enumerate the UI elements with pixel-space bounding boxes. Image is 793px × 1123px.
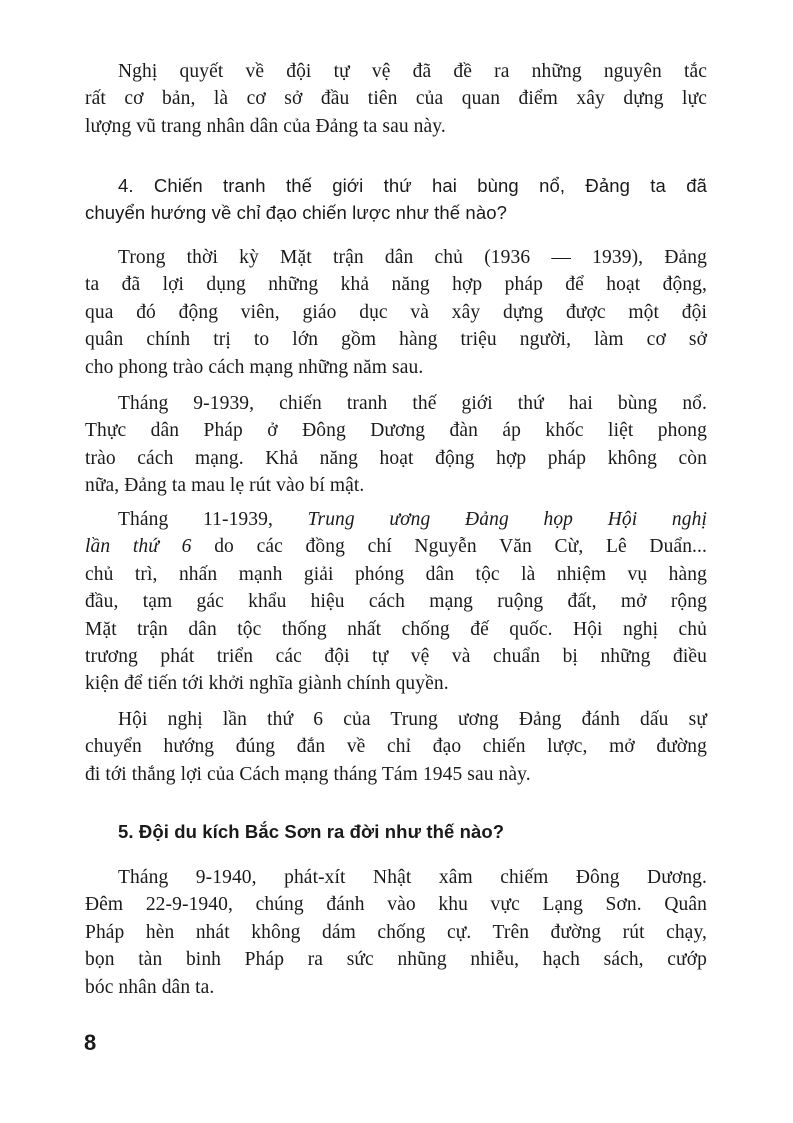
text-line: cho phong trào cách mạng những năm sau. [85,356,424,378]
text-line: Tháng 9-1939, chiến tranh thế giới thứ hai bùng nổ. [118,393,707,414]
italic-text: lần thứ 6 [85,536,192,558]
text-line: Nghị quyết về đội tự vệ đã đề ra những nguyên tắc [118,61,707,82]
page-number: 8 [84,1030,97,1055]
text-line: 5. Đội du kích Bắc Sơn ra đời như thế nào? [118,821,505,842]
text-line: lượng vũ trang nhân dân của Đảng ta sau này. [85,115,446,137]
text-line: 4. Chiến tranh thế giới thứ hai bùng nổ, Đảng ta đã [118,175,707,196]
text-line: Trong thời kỳ Mặt trận dân chủ (1936 — 1939), Đảng [118,247,707,268]
text-line: trào cách mạng. Khả năng hoạt động hợp pháp không còn [85,447,707,469]
text-line: bóc nhân dân ta. [85,976,215,998]
text-line: nữa, Đảng ta mau lẹ rút vào bí mật. [85,475,365,497]
text-line: đi tới thắng lợi của Cách mạng tháng Tám 1945 sau này. [85,763,531,785]
text-line: trương phát triển các đội tự vệ và chuẩn bị những điều [85,646,707,667]
text-line: chuyển hướng đúng đắn về chỉ đạo chiến lược, mở đường [85,736,707,758]
text-line: kiện để tiến tới khởi nghĩa giành chính quyền. [85,673,449,695]
text-line: bọn tàn binh Pháp ra sức nhũng nhiễu, hạch sách, cướp [85,949,707,971]
text-line: Thực dân Pháp ở Đông Dương đàn áp khốc liệt phong [85,420,707,442]
text-line: đầu, tạm gác khẩu hiệu cách mạng ruộng đất, mở rộng [85,591,707,613]
text-line: chủ trì, nhấn mạnh giải phóng dân tộc là nhiệm vụ hàng [85,563,707,585]
text-span: do các đồng chí Nguyễn Văn Cừ, Lê Duẩn... [191,536,707,558]
text-line: Tháng 9-1940, phát-xít Nhật xâm chiếm Đông Dương. [118,867,707,888]
text-line: qua đó động viên, giáo dục và xây dựng được một đội [85,301,707,323]
text-line: chuyển hướng về chỉ đạo chiến lược như thế nào? [85,202,507,224]
italic-text: Trung ương Đảng họp Hội nghị [307,509,708,530]
text-line: Mặt trận dân tộc thống nhất chống đế quốc. Hội nghị chủ [85,618,707,640]
text-line: rất cơ bản, là cơ sở đầu tiên của quan điểm xây dựng lực [85,88,707,110]
text-line: ta đã lợi dụng những khả năng hợp pháp để hoạt động, [85,274,707,296]
text-line: Pháp hèn nhát không dám chống cự. Trên đường rút chạy, [85,921,707,943]
text-line [85,533,707,561]
text-line: Hội nghị lần thứ 6 của Trung ương Đảng đánh dấu sự [118,709,707,730]
text-line [118,506,707,534]
text-line: quân chính trị to lớn gồm hàng triệu người, làm cơ sở [85,329,707,351]
text-line: Đêm 22-9-1940, chúng đánh vào khu vực Lạng Sơn. Quân [85,894,707,916]
text-span: Tháng 11-1939, [118,509,308,530]
